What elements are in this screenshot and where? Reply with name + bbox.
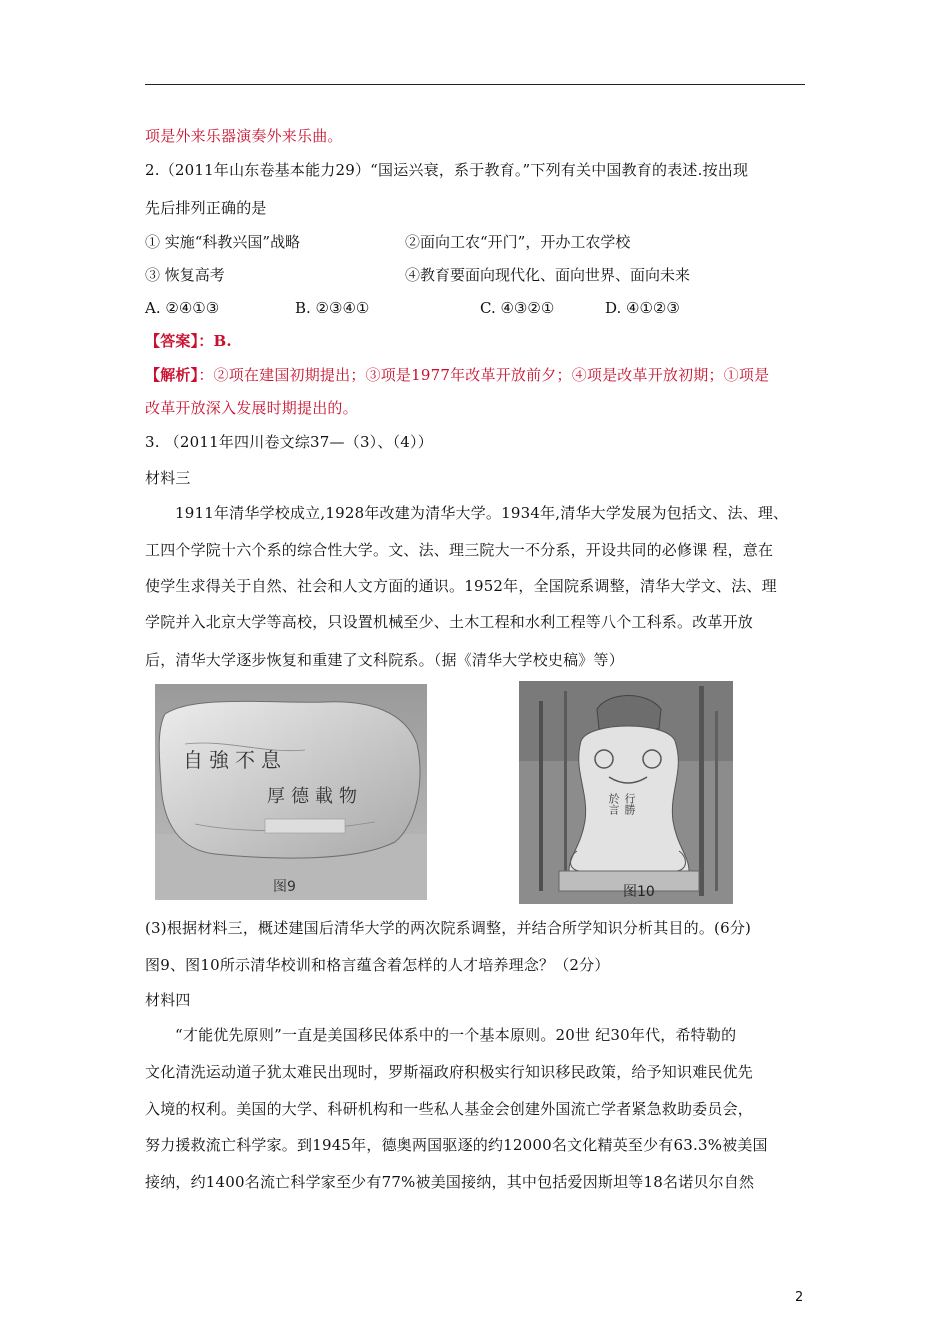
header-rule	[145, 84, 805, 85]
material-3-para-line: 学院并入北京大学等高校，只设置机械至少、土木工程和水利工程等八个工科系。改革开放	[145, 613, 754, 631]
option-1: ① 实施“科教兴国”战略	[145, 233, 301, 251]
material-4-para-line: “才能优先原则”一直是美国移民体系中的一个基本原则。20世 纪30年代，希特勒的	[175, 1026, 737, 1044]
choice-c: C. ④③②①	[480, 299, 555, 317]
question-3-4: 图9、图10所示清华校训和格言蕴含着怎样的人才培养理念？（2分）	[145, 956, 610, 974]
material-3-heading: 材料三	[145, 469, 191, 487]
option-4: ④教育要面向现代化、面向世界、面向未来	[405, 266, 691, 284]
material-4-para-line: 文化清洗运动道子犹太难民出现时，罗斯福政府积极实行知识移民政策，给予知识难民优先	[145, 1063, 754, 1081]
choice-d: D. ④①②③	[605, 299, 680, 317]
question-3-title: 3. （2011年四川卷文综37—（3）、（4））	[145, 433, 433, 451]
answer-label: 【答案】：B.	[145, 332, 232, 350]
choice-b: B. ②③④①	[295, 299, 370, 317]
figure-10-motto-line-2: 於言	[607, 793, 620, 815]
material-3-para-line: 1911年清华学校成立,1928年改建为清华大学。1934年,清华大学发展为包括文、法、理、	[175, 504, 789, 522]
figure-9-photo	[155, 684, 427, 900]
material-4-para-line: 努力援救流亡科学家。到1945年，德奥两国驱逐的约12000名文化精英至少有63.3%被美国	[145, 1136, 768, 1154]
page-number: 2	[795, 1290, 804, 1305]
question-2-stem: 2.（2011年山东卷基本能力29）“国运兴衰，系于教育。”下列有关中国教育的表述.按出现	[145, 161, 749, 179]
figure-10-motto-line-1: 行勝	[623, 793, 636, 815]
answer-continuation: 项是外来乐器演奏外来乐曲。	[145, 127, 343, 145]
question-3-3: (3)根据材料三，概述建国后清华大学的两次院系调整，并结合所学知识分析其目的。(6分)	[145, 919, 752, 937]
material-4-heading: 材料四	[145, 991, 191, 1009]
figure-9-motto-line-1: 自強不息	[183, 748, 287, 772]
option-2: ②面向工农“开门”，开办工农学校	[405, 233, 631, 251]
analysis-text: ：②项在建国初期提出；③项是1977年改革开放前夕；④项是改革开放初期；①项是	[198, 366, 770, 384]
choice-a: A. ②④①③	[145, 299, 220, 317]
material-3-para-line: 工四个学院十六个系的综合性大学。文、法、理三院大一不分系，开设共同的必修课 程，意在	[145, 541, 774, 559]
figure-9-caption: 图9	[273, 879, 296, 895]
figure-10-photo	[519, 681, 733, 904]
material-3-para-line: 使学生求得关于自然、社会和人文方面的通识。1952年，全国院系调整，清华大学文、法、理	[145, 577, 777, 595]
figure-9-motto-line-2: 厚德載物	[267, 786, 363, 807]
question-2-stem-cont: 先后排列正确的是	[145, 199, 267, 217]
analysis-line-1	[145, 365, 769, 385]
figure-10-caption: 图10	[623, 884, 655, 900]
material-4-para-line: 接纳，约1400名流亡科学家至少有77%被美国接纳，其中包括爱因斯坦等18名诺贝尔自然	[145, 1173, 755, 1191]
material-4-para-line: 入境的权利。美国的大学、科研机构和一些私人基金会创建外国流亡学者紧急救助委员会，	[145, 1100, 754, 1118]
analysis-line-2: 改革开放深入发展时期提出的。	[145, 399, 358, 417]
option-3: ③ 恢复高考	[145, 266, 225, 284]
material-3-para-line: 后，清华大学逐步恢复和重建了文科院系。（据《清华大学校史稿》等）	[145, 651, 624, 669]
analysis-label: 【解析】	[145, 366, 199, 384]
